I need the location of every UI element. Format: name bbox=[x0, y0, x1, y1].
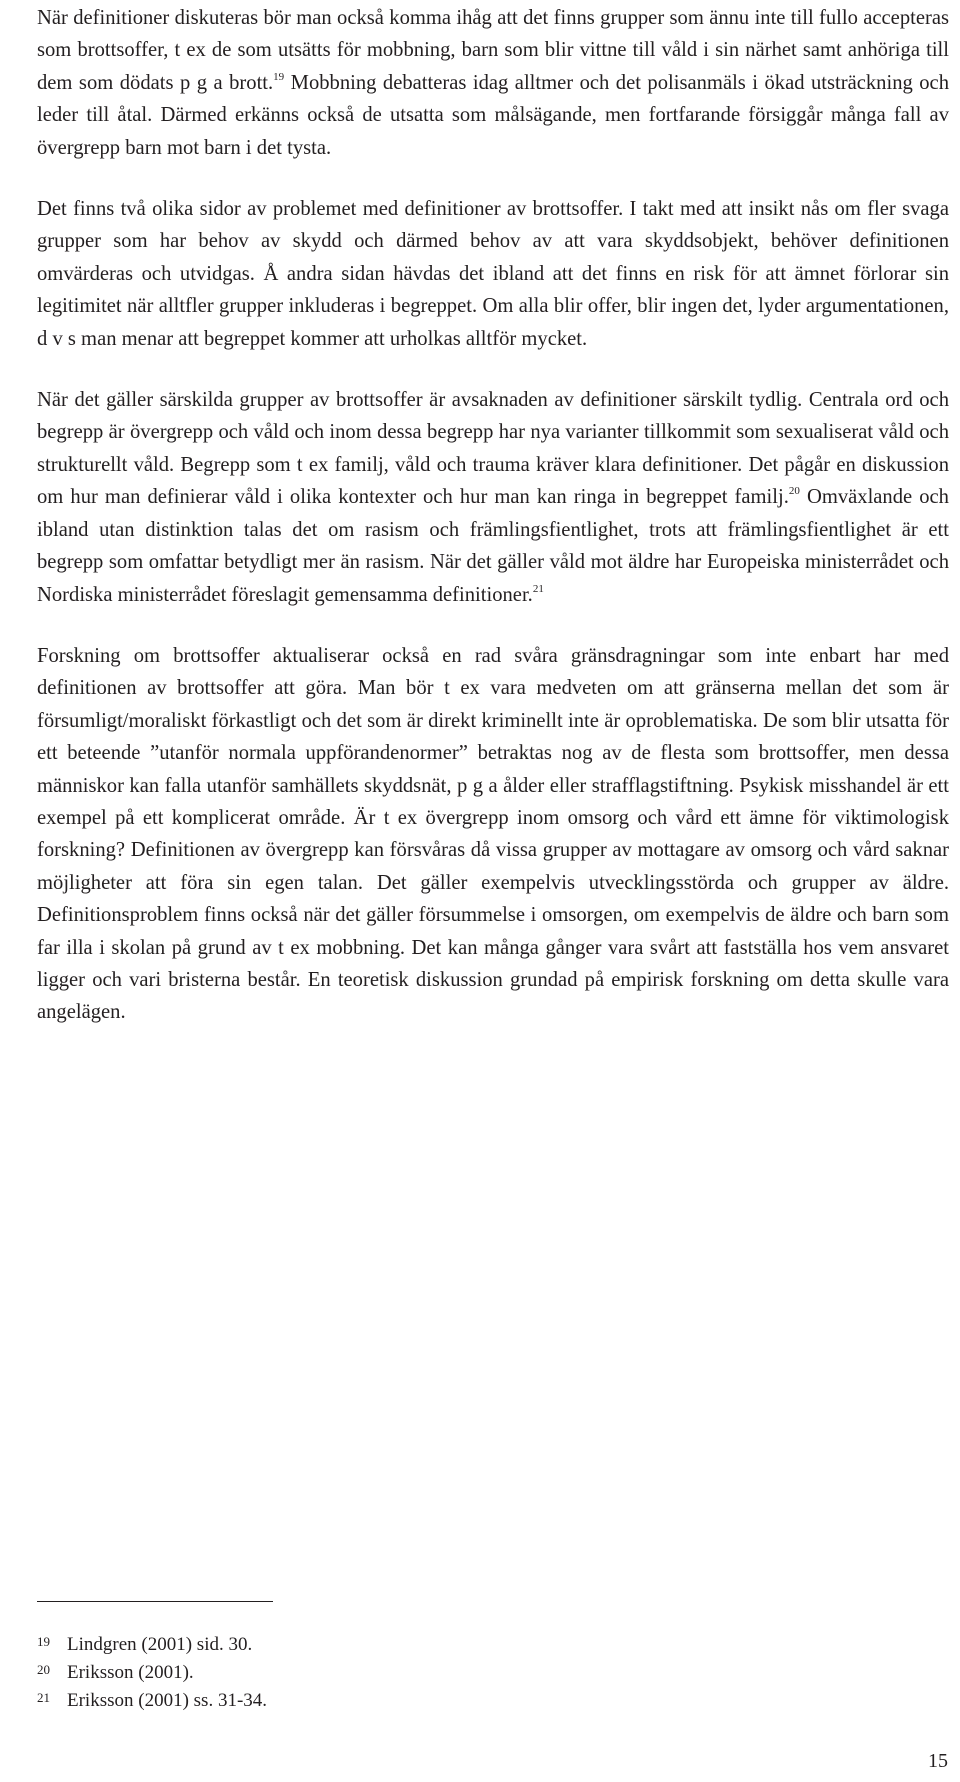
footnote-number: 21 bbox=[37, 1690, 50, 1705]
footnote-text: Eriksson (2001). bbox=[67, 1662, 194, 1683]
footnote-reference[interactable]: 19 bbox=[273, 70, 285, 83]
paragraph-text: Mobbning debatteras idag alltmer och det polisanmäls i ökad utsträckning och leder till åtal. Därmed erkänns också de utsatta som målsägande, men fortfarande försiggår många fall av övergrepp barn mot barn i det tysta. bbox=[37, 71, 949, 159]
footnote-divider bbox=[37, 1601, 273, 1602]
paragraph-text: När definitioner diskuteras bör man också komma ihåg att det finns grupper som ännu inte till fullo accepteras som brottsoffer, t ex de som utsätts för mobbning, barn som blir vittne till våld i sin närhet samt anhöriga till dem som dödats p g a brott. bbox=[37, 7, 949, 94]
footnote-number: 19 bbox=[37, 1634, 50, 1649]
paragraph bbox=[37, 640, 949, 1029]
paragraph bbox=[37, 384, 949, 611]
footnote-text: Eriksson (2001) ss. 31-34. bbox=[67, 1690, 268, 1711]
footnotes bbox=[37, 1631, 737, 1715]
paragraph bbox=[37, 2, 949, 164]
footnote bbox=[37, 1659, 737, 1687]
paragraph-text: Omväxlande och ibland utan distinktion talas det om rasism och främlingsfientlighet, trots att främlingsfientlighet är ett begrepp som omfattar betydligt mer än rasism. När det gäller våld mot äldre har Europeiska ministerrådet och Nordiska ministerrådet föreslagit gemensamma definitioner. bbox=[37, 486, 949, 606]
footnote-reference[interactable]: 21 bbox=[532, 582, 544, 595]
footnote bbox=[37, 1631, 737, 1659]
footnote-text: Lindgren (2001) sid. 30. bbox=[67, 1634, 253, 1655]
paragraph-text: Det finns två olika sidor av problemet med definitioner av brottsoffer. I takt med att insikt nås om fler svaga grupper som har behov av skydd och därmed behov av att vara skyddsobjekt, behöver definitionen omvärderas och utvidgas. Å andra sidan hävdas det ibland att det finns en risk för att ämnet förlorar sin legitimitet när alltfler grupper inkluderas i begreppet. Om alla blir offer, blir ingen det, lyder argumentationen, d v s man menar att begreppet kommer att urholkas alltför mycket. bbox=[37, 198, 949, 350]
paragraph-text: Forskning om brottsoffer aktualiserar också en rad svåra gränsdragningar som inte enbart har med definitionen av brottsoffer att göra. Man bör t ex vara medveten om att gränserna mellan det som är försumligt/moraliskt förkastligt och det som är direkt kriminellt inte är oproblematiska. De som blir utsatta för ett beteende ”utanför normala uppförandenormer” betraktas nog av de flesta som brottsoffer, men dessa människor kan falla utanför samhällets skyddsnät, p g a ålder eller strafflagstiftning. Psykisk misshandel är ett exempel på ett komplicerat område. Är t ex övergrepp inom omsorg och vård ett ämne för viktimologisk forskning? Definitionen av övergrepp kan försvåras då vissa grupper av mottagare av omsorg och vård saknar möjligheter att föra sin egen talan. Det gäller exempelvis utvecklingsstörda och grupper av äldre. Definitionsproblem finns också när det gäller försummelse i omsorgen, om exempelvis de äldre och barn som far illa i skolan på grund av t ex mobbning. Det kan många gånger vara svårt att fastställa hos vem ansvaret ligger och vari bristerna består. En teoretisk diskussion grundad på empirisk forskning om detta skulle vara angelägen. bbox=[37, 644, 949, 1024]
paragraph-text: När det gäller särskilda grupper av brottsoffer är avsaknaden av definitioner särskilt tydlig. Centrala ord och begrepp är övergrepp och våld och inom dessa begrepp har nya varianter tillkommit som sexualiserat våld och strukturellt våld. Begrepp som t ex familj, våld och trauma kräver klara definitioner. Det pågår en diskussion om hur man definierar våld i olika kontexter och hur man kan ringa in begreppet familj. bbox=[37, 389, 949, 509]
footnote bbox=[37, 1687, 737, 1715]
footnote-number: 20 bbox=[37, 1662, 50, 1677]
footnote-reference[interactable]: 20 bbox=[788, 485, 800, 498]
body-text bbox=[37, 2, 949, 1058]
page-number: 15 bbox=[928, 1750, 948, 1772]
paragraph bbox=[37, 193, 949, 355]
